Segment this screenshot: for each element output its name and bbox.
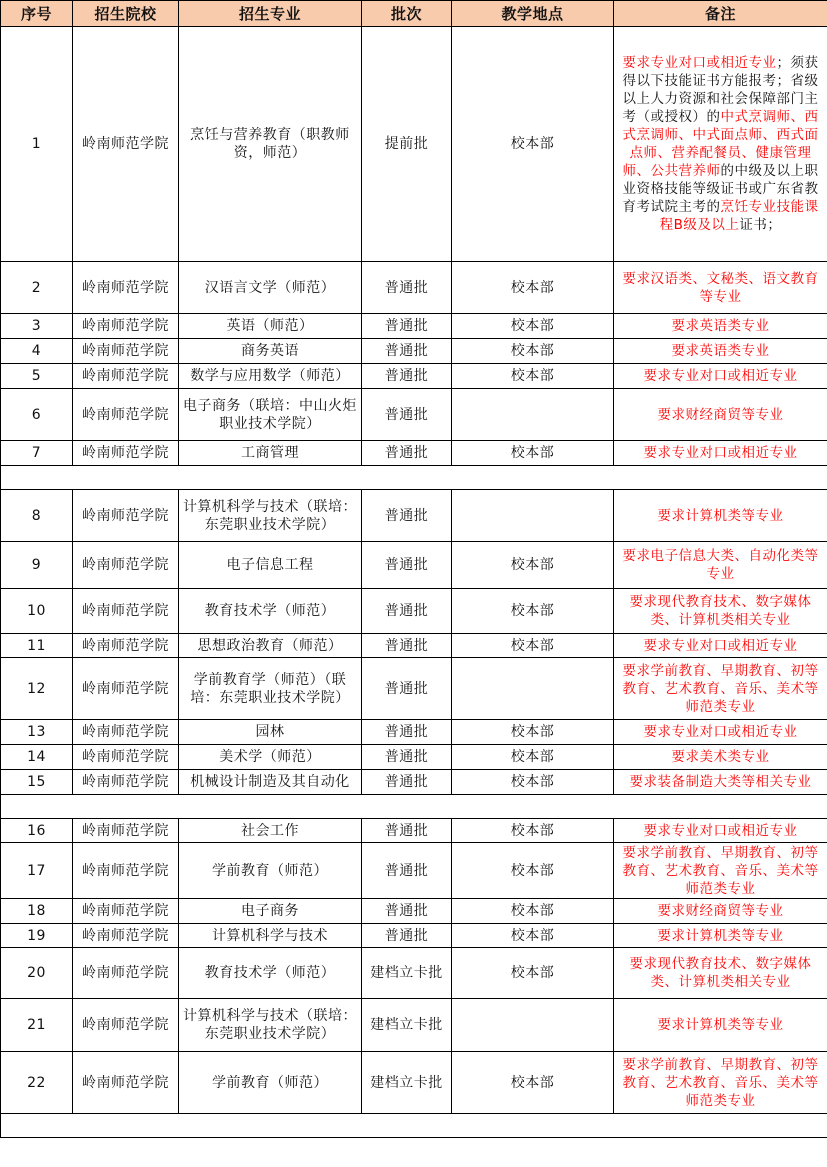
cell-no: 1 <box>1 27 73 262</box>
spacer-cell <box>1 795 827 819</box>
cell-no: 20 <box>1 948 73 999</box>
table-header-row <box>1 1 827 27</box>
cell-location: 校本部 <box>452 589 614 634</box>
cell-batch: 普通批 <box>362 819 452 843</box>
cell-location: 校本部 <box>452 819 614 843</box>
cell-no: 2 <box>1 262 73 314</box>
cell-major: 英语（师范） <box>179 314 362 339</box>
cell-remark: 要求专业对口或相近专业 <box>614 634 827 658</box>
cell-remark: 要求计算机类等专业 <box>614 490 827 542</box>
cell-school: 岭南师范学院 <box>73 770 179 795</box>
cell-major: 电子商务 <box>179 899 362 924</box>
table-row <box>1 658 827 720</box>
table-row <box>1 634 827 658</box>
cell-location <box>452 658 614 720</box>
cell-major: 思想政治教育（师范） <box>179 634 362 658</box>
cell-remark: 要求装备制造大类等相关专业 <box>614 770 827 795</box>
table-row <box>1 819 827 843</box>
table-row <box>1 745 827 770</box>
cell-batch: 建档立卡批 <box>362 999 452 1052</box>
cell-remark: 要求学前教育、早期教育、初等教育、艺术教育、音乐、美术等师范类专业 <box>614 1052 827 1114</box>
spacer-row <box>1 1114 827 1138</box>
cell-major: 商务英语 <box>179 339 362 364</box>
cell-major: 计算机科学与技术 <box>179 924 362 948</box>
cell-major: 学前教育学（师范）（联培：东莞职业技术学院） <box>179 658 362 720</box>
cell-no: 18 <box>1 899 73 924</box>
cell-no: 22 <box>1 1052 73 1114</box>
spacer-row <box>1 466 827 490</box>
cell-remark: 要求专业对口或相近专业 <box>614 819 827 843</box>
cell-school: 岭南师范学院 <box>73 542 179 589</box>
table-row <box>1 542 827 589</box>
cell-batch: 普通批 <box>362 490 452 542</box>
remark-highlight: 中式烹调师、西式烹调师、中式面点师、西式面点师、营养配餐员、健康管理师、公共营养师 <box>622 109 819 179</box>
cell-no: 12 <box>1 658 73 720</box>
cell-school: 岭南师范学院 <box>73 843 179 899</box>
cell-batch: 普通批 <box>362 589 452 634</box>
cell-remark: 要求计算机类等专业 <box>614 999 827 1052</box>
cell-major: 电子信息工程 <box>179 542 362 589</box>
cell-no: 15 <box>1 770 73 795</box>
cell-school: 岭南师范学院 <box>73 634 179 658</box>
table-row <box>1 364 827 389</box>
header-school: 招生院校 <box>73 1 179 27</box>
cell-school: 岭南师范学院 <box>73 899 179 924</box>
table-body <box>1 27 827 1138</box>
cell-school: 岭南师范学院 <box>73 27 179 262</box>
cell-school: 岭南师范学院 <box>73 339 179 364</box>
cell-batch: 建档立卡批 <box>362 948 452 999</box>
cell-remark: 要求专业对口或相近专业 <box>614 441 827 466</box>
table-row <box>1 899 827 924</box>
table-row <box>1 262 827 314</box>
cell-batch: 建档立卡批 <box>362 1052 452 1114</box>
spacer-row <box>1 795 827 819</box>
cell-batch: 普通批 <box>362 634 452 658</box>
cell-no: 21 <box>1 999 73 1052</box>
remark-text: 证书； <box>739 217 782 233</box>
cell-no: 10 <box>1 589 73 634</box>
table-row <box>1 27 827 262</box>
table-row <box>1 924 827 948</box>
cell-batch: 普通批 <box>362 770 452 795</box>
cell-school: 岭南师范学院 <box>73 819 179 843</box>
cell-school: 岭南师范学院 <box>73 720 179 745</box>
remark-highlight: 要求专业对口或相近专业 <box>622 55 777 71</box>
cell-no: 8 <box>1 490 73 542</box>
cell-location <box>452 999 614 1052</box>
cell-major: 美术学（师范） <box>179 745 362 770</box>
cell-batch: 普通批 <box>362 658 452 720</box>
header-batch: 批次 <box>362 1 452 27</box>
cell-school: 岭南师范学院 <box>73 490 179 542</box>
cell-batch: 普通批 <box>362 899 452 924</box>
table-row <box>1 843 827 899</box>
cell-school: 岭南师范学院 <box>73 589 179 634</box>
cell-no: 13 <box>1 720 73 745</box>
cell-no: 4 <box>1 339 73 364</box>
cell-remark: 要求学前教育、早期教育、初等教育、艺术教育、音乐、美术等师范类专业 <box>614 843 827 899</box>
cell-no: 14 <box>1 745 73 770</box>
cell-school: 岭南师范学院 <box>73 262 179 314</box>
cell-location: 校本部 <box>452 1052 614 1114</box>
cell-location: 校本部 <box>452 899 614 924</box>
cell-no: 9 <box>1 542 73 589</box>
table-row <box>1 948 827 999</box>
cell-remark: 要求汉语类、文秘类、语文教育等专业 <box>614 262 827 314</box>
header-location: 教学地点 <box>452 1 614 27</box>
table-row <box>1 389 827 441</box>
cell-school: 岭南师范学院 <box>73 364 179 389</box>
cell-major: 电子商务（联培：中山火炬职业技术学院） <box>179 389 362 441</box>
cell-location: 校本部 <box>452 720 614 745</box>
cell-no: 5 <box>1 364 73 389</box>
remark-text: ；须获得以下技能证书方能报考；省级以上人力资源和社会保障部门主考（或授权）的 <box>622 55 819 125</box>
cell-remark: 要求专业对口或相近专业 <box>614 720 827 745</box>
remark-text: 的中级及以上职业资格技能等级证书或广东省教育考试院主考的 <box>622 163 819 215</box>
table-row <box>1 441 827 466</box>
cell-batch: 普通批 <box>362 745 452 770</box>
cell-remark: 要求财经商贸等专业 <box>614 899 827 924</box>
table-row <box>1 339 827 364</box>
cell-batch: 提前批 <box>362 27 452 262</box>
cell-school: 岭南师范学院 <box>73 1052 179 1114</box>
cell-location: 校本部 <box>452 745 614 770</box>
cell-location: 校本部 <box>452 843 614 899</box>
cell-major: 计算机科学与技术（联培：东莞职业技术学院） <box>179 999 362 1052</box>
cell-batch: 普通批 <box>362 441 452 466</box>
cell-school: 岭南师范学院 <box>73 658 179 720</box>
cell-batch: 普通批 <box>362 314 452 339</box>
cell-major: 数学与应用数学（师范） <box>179 364 362 389</box>
cell-remark: 要求专业对口或相近专业 <box>614 364 827 389</box>
cell-major: 教育技术学（师范） <box>179 948 362 999</box>
cell-major: 工商管理 <box>179 441 362 466</box>
cell-major: 教育技术学（师范） <box>179 589 362 634</box>
table-row <box>1 770 827 795</box>
cell-location: 校本部 <box>452 27 614 262</box>
header-major: 招生专业 <box>179 1 362 27</box>
table-row <box>1 314 827 339</box>
header-remark: 备注 <box>614 1 827 27</box>
cell-location: 校本部 <box>452 770 614 795</box>
cell-remark: 要求美术类专业 <box>614 745 827 770</box>
cell-no: 11 <box>1 634 73 658</box>
cell-school: 岭南师范学院 <box>73 999 179 1052</box>
cell-major: 机械设计制造及其自动化 <box>179 770 362 795</box>
table-row <box>1 720 827 745</box>
cell-batch: 普通批 <box>362 924 452 948</box>
cell-remark <box>614 27 827 262</box>
cell-school: 岭南师范学院 <box>73 948 179 999</box>
table-row <box>1 589 827 634</box>
header-no: 序号 <box>1 1 73 27</box>
cell-remark: 要求英语类专业 <box>614 314 827 339</box>
cell-location: 校本部 <box>452 364 614 389</box>
cell-location: 校本部 <box>452 441 614 466</box>
remark-highlight: 烹饪专业技能课程B级及以上 <box>659 199 819 233</box>
cell-location: 校本部 <box>452 948 614 999</box>
spacer-cell <box>1 1114 827 1138</box>
cell-major: 汉语言文学（师范） <box>179 262 362 314</box>
cell-batch: 普通批 <box>362 720 452 745</box>
cell-remark: 要求学前教育、早期教育、初等教育、艺术教育、音乐、美术等师范类专业 <box>614 658 827 720</box>
cell-remark: 要求英语类专业 <box>614 339 827 364</box>
cell-remark: 要求现代教育技术、数字媒体类、计算机类相关专业 <box>614 948 827 999</box>
cell-major: 社会工作 <box>179 819 362 843</box>
cell-school: 岭南师范学院 <box>73 441 179 466</box>
cell-batch: 普通批 <box>362 389 452 441</box>
cell-school: 岭南师范学院 <box>73 924 179 948</box>
cell-location <box>452 389 614 441</box>
cell-major: 烹饪与营养教育（职教师资，师范） <box>179 27 362 262</box>
cell-remark: 要求电子信息大类、自动化类等专业 <box>614 542 827 589</box>
table-row <box>1 490 827 542</box>
cell-no: 7 <box>1 441 73 466</box>
table-row <box>1 999 827 1052</box>
cell-location: 校本部 <box>452 542 614 589</box>
cell-no: 19 <box>1 924 73 948</box>
cell-location: 校本部 <box>452 314 614 339</box>
cell-batch: 普通批 <box>362 843 452 899</box>
cell-location: 校本部 <box>452 339 614 364</box>
cell-major: 园林 <box>179 720 362 745</box>
cell-batch: 普通批 <box>362 542 452 589</box>
cell-location <box>452 490 614 542</box>
spacer-cell <box>1 466 827 490</box>
cell-batch: 普通批 <box>362 262 452 314</box>
cell-no: 3 <box>1 314 73 339</box>
cell-major: 计算机科学与技术（联培：东莞职业技术学院） <box>179 490 362 542</box>
cell-no: 16 <box>1 819 73 843</box>
cell-no: 6 <box>1 389 73 441</box>
cell-batch: 普通批 <box>362 364 452 389</box>
cell-major: 学前教育（师范） <box>179 1052 362 1114</box>
cell-location: 校本部 <box>452 634 614 658</box>
cell-location: 校本部 <box>452 262 614 314</box>
cell-school: 岭南师范学院 <box>73 389 179 441</box>
cell-remark: 要求计算机类等专业 <box>614 924 827 948</box>
cell-remark: 要求现代教育技术、数字媒体类、计算机类相关专业 <box>614 589 827 634</box>
cell-remark: 要求财经商贸等专业 <box>614 389 827 441</box>
cell-no: 17 <box>1 843 73 899</box>
cell-school: 岭南师范学院 <box>73 314 179 339</box>
cell-batch: 普通批 <box>362 339 452 364</box>
table-row <box>1 1052 827 1114</box>
cell-location: 校本部 <box>452 924 614 948</box>
cell-school: 岭南师范学院 <box>73 745 179 770</box>
cell-major: 学前教育（师范） <box>179 843 362 899</box>
